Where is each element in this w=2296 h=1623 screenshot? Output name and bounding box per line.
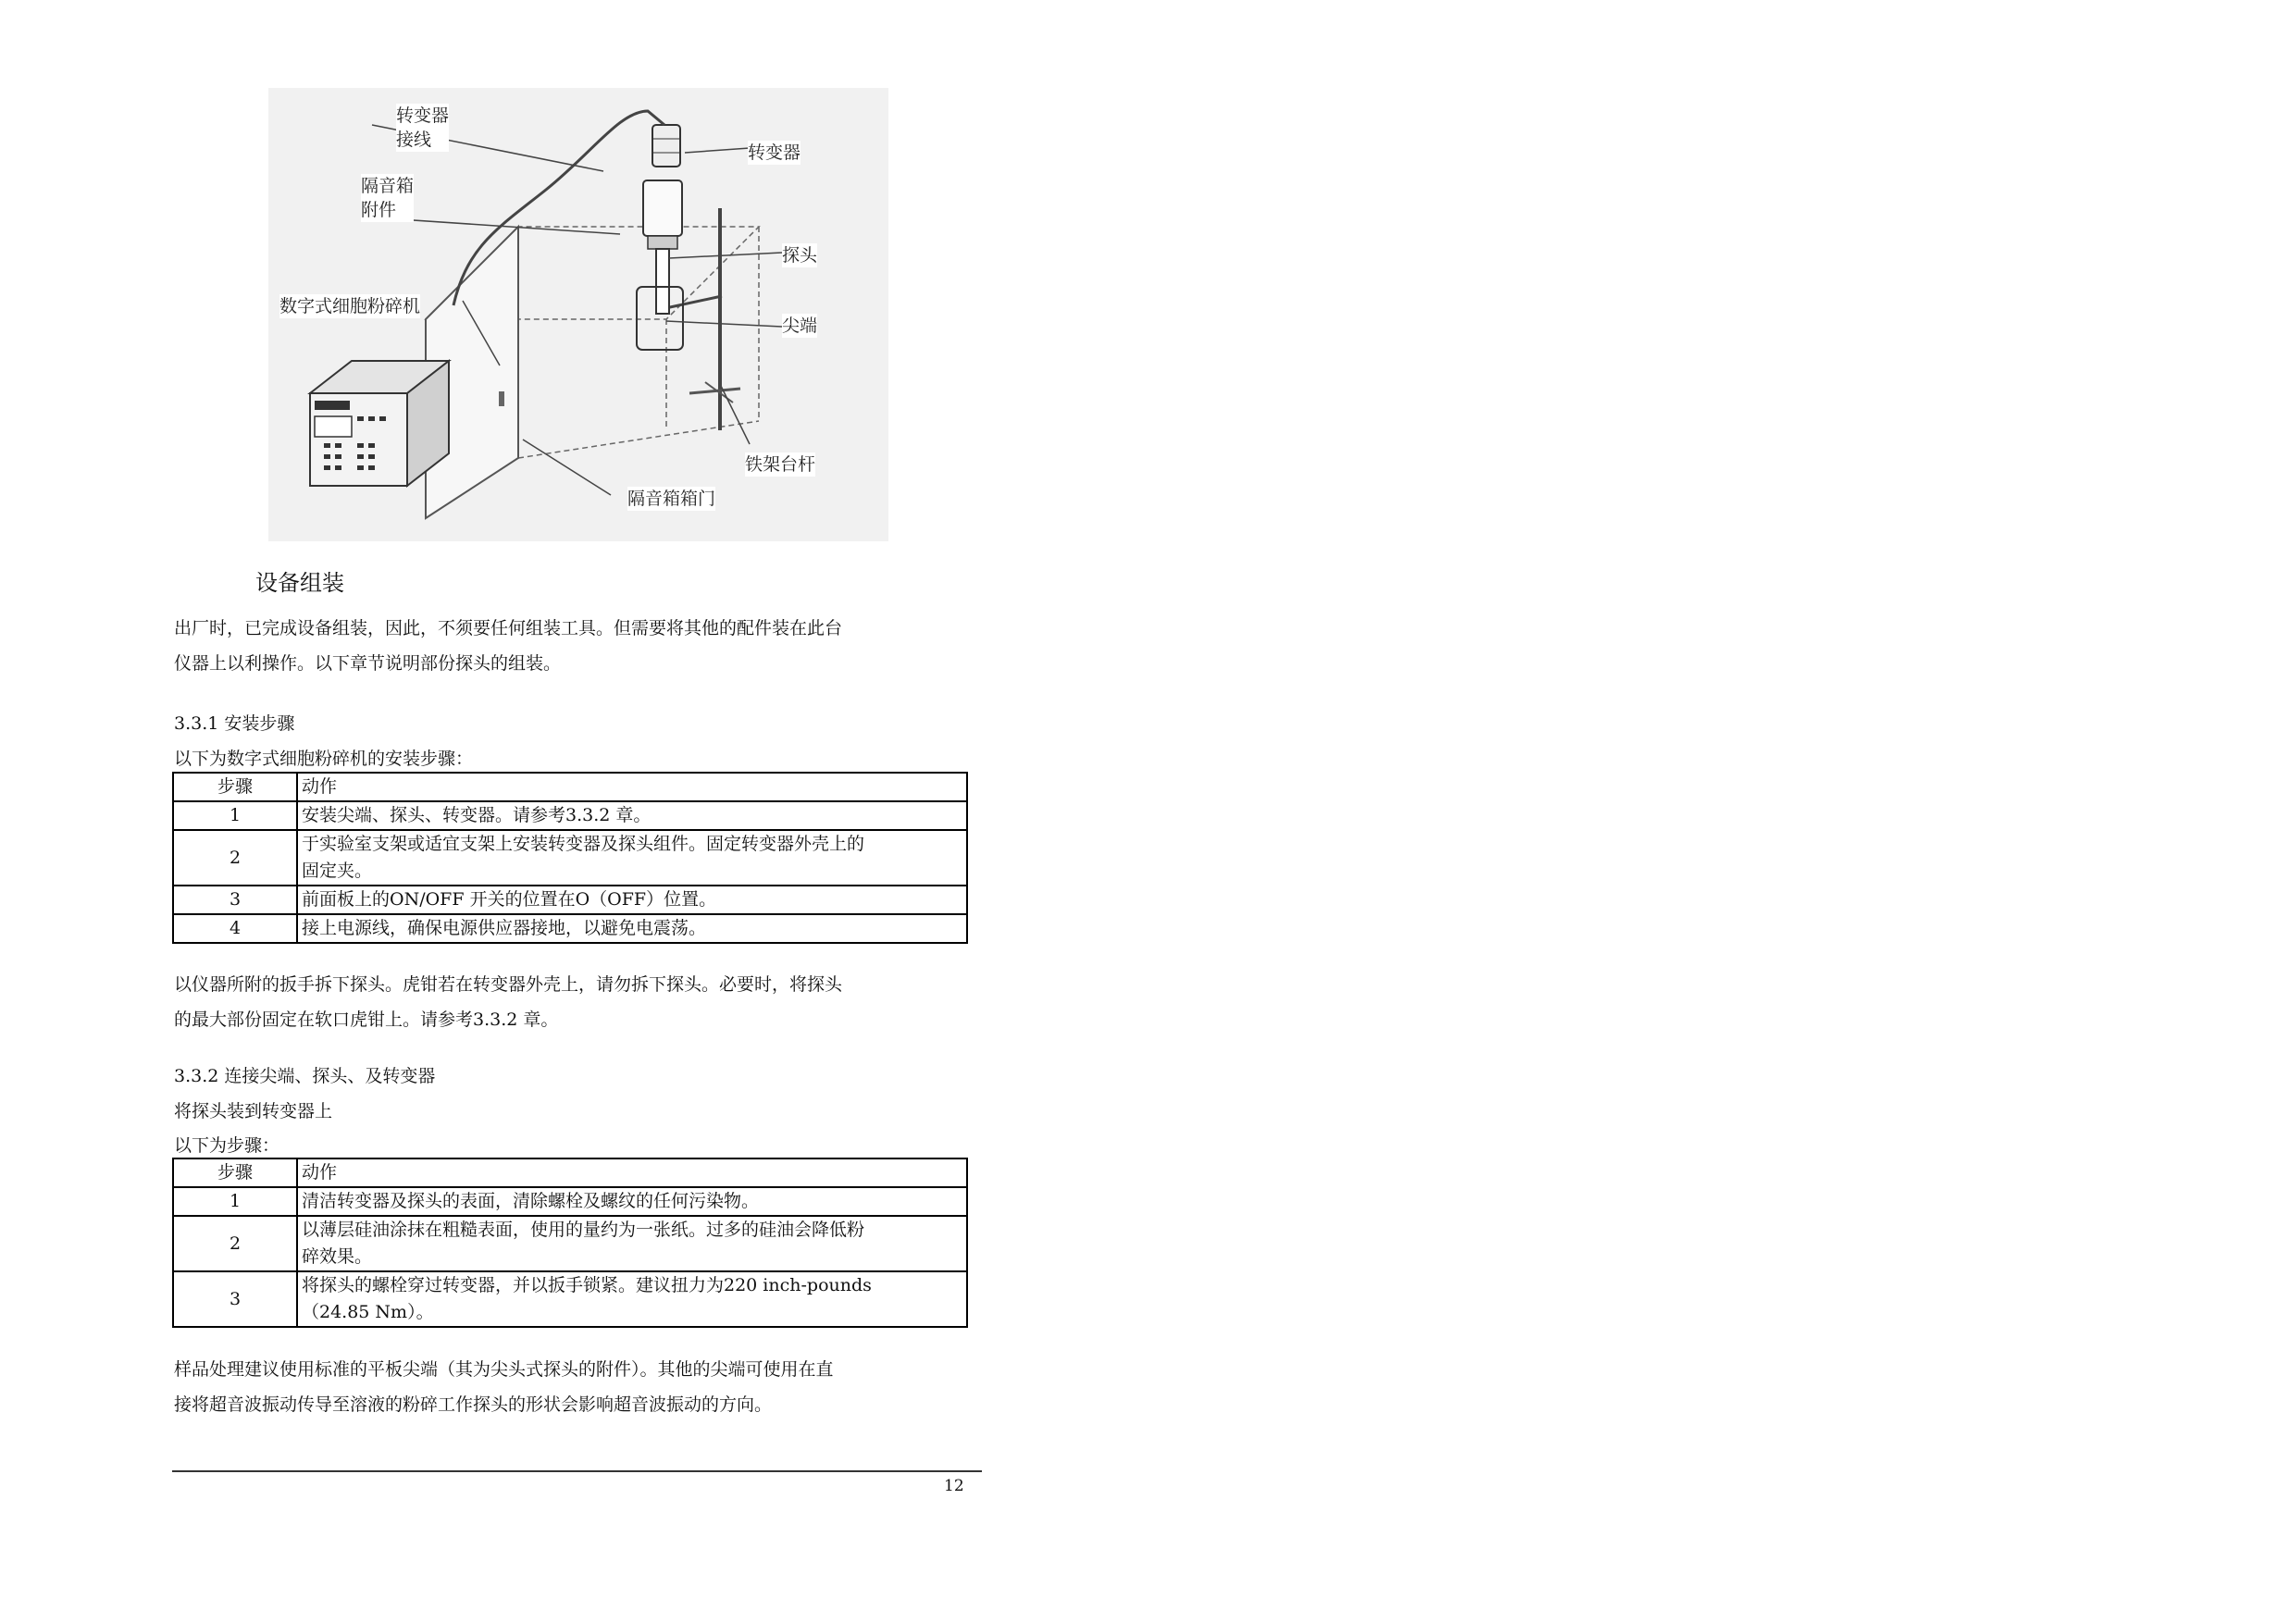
subsection-title-332: 3.3.2 连接尖端、探头、及转变器 [174, 1066, 436, 1086]
label-converter-wire [396, 104, 449, 152]
step-action [297, 886, 967, 914]
step-number: 3 [173, 886, 297, 914]
header-step: 步骤 [173, 1158, 297, 1187]
label-converter: 转变器 [748, 142, 801, 163]
table-row [173, 801, 967, 830]
step-action-line: 清洁转变器及探头的表面，清除螺栓及螺纹的任何污染物。 [302, 1191, 760, 1211]
table-row [173, 914, 967, 943]
step-action-line: （24.85 Nm）。 [302, 1302, 434, 1322]
table-row [173, 886, 967, 914]
footer-divider [172, 1470, 982, 1472]
removal-paragraph [174, 967, 842, 1037]
label-enclosure-accessory-line2: 附件 [361, 200, 397, 220]
table-row [173, 1271, 967, 1327]
table-header-row [173, 773, 967, 801]
step-action [297, 801, 967, 830]
removal-line-2: 的最大部份固定在软口虎钳上。请参考3.3.2 章。 [174, 1010, 559, 1030]
equipment-diagram [268, 88, 888, 541]
step-action [297, 914, 967, 943]
install-steps-table [172, 772, 968, 944]
subsection-lead-331: 以下为数字式细胞粉碎机的安装步骤： [174, 749, 474, 769]
tip-line-2: 接将超音波振动传导至溶液的粉碎工作探头的形状会影响超音波振动的方向。 [174, 1394, 773, 1415]
table-row [173, 1187, 967, 1216]
label-converter-wire-line2: 接线 [396, 130, 432, 150]
intro-line-2: 仪器上以利操作。以下章节说明部份探头的组装。 [174, 653, 562, 674]
header-step: 步骤 [173, 773, 297, 801]
connect-steps-table [172, 1158, 968, 1328]
label-tip: 尖端 [782, 316, 818, 336]
label-enclosure-accessory-line1: 隔音箱 [361, 176, 415, 196]
step-number: 1 [173, 801, 297, 830]
label-enclosure-door: 隔音箱箱门 [627, 489, 716, 509]
step-number: 4 [173, 914, 297, 943]
header-action: 动作 [297, 1158, 967, 1187]
removal-line-1: 以仪器所附的扳手拆下探头。虎钳若在转变器外壳上，请勿拆下探头。必要时，将探头 [174, 974, 843, 995]
table-header-row [173, 1158, 967, 1187]
label-probe: 探头 [782, 245, 818, 266]
intro-line-1: 出厂时，已完成设备组装，因此，不须要任何组装工具。但需要将其他的配件装在此台 [174, 618, 843, 638]
step-number: 2 [173, 1216, 297, 1271]
step-action-line: 将探头的螺栓穿过转变器，并以扳手锁紧。建议扭力为220 inch-pounds [302, 1275, 872, 1295]
step-action-line: 前面板上的ON/OFF 开关的位置在O（OFF）位置。 [302, 889, 717, 910]
step-action-line: 接上电源线，确保电源供应器接地，以避免电震荡。 [302, 918, 707, 938]
header-action: 动作 [297, 773, 967, 801]
label-enclosure-accessory [361, 174, 414, 222]
label-converter-wire-line1: 转变器 [396, 105, 450, 126]
subsection-line-332-1: 将探头装到转变器上 [174, 1101, 333, 1121]
step-action [297, 830, 967, 886]
label-stand-rod: 铁架台杆 [745, 454, 816, 475]
section-title: 设备组装 [255, 570, 344, 596]
step-action [297, 1187, 967, 1216]
subsection-title-331: 3.3.1 安装步骤 [174, 713, 295, 734]
page-number: 12 [944, 1477, 964, 1495]
table-row [173, 1216, 967, 1271]
step-action [297, 1216, 967, 1271]
step-number: 2 [173, 830, 297, 886]
tip-paragraph [174, 1352, 834, 1422]
step-action [297, 1271, 967, 1327]
step-action-line: 以薄层硅油涂抹在粗糙表面，使用的量约为一张纸。过多的硅油会降低粉 [302, 1220, 865, 1240]
subsection-line-332-2: 以下为步骤： [174, 1135, 280, 1156]
intro-paragraph [174, 611, 842, 681]
step-action-line: 安装尖端、探头、转变器。请参考3.3.2 章。 [302, 805, 652, 825]
step-number: 3 [173, 1271, 297, 1327]
label-digital-disruptor: 数字式细胞粉碎机 [279, 296, 421, 316]
step-number: 1 [173, 1187, 297, 1216]
step-action-line: 固定夹。 [302, 861, 373, 881]
step-action-line: 于实验室支架或适宜支架上安装转变器及探头组件。固定转变器外壳上的 [302, 834, 865, 854]
step-action-line: 碎效果。 [302, 1246, 373, 1267]
tip-line-1: 样品处理建议使用标准的平板尖端（其为尖头式探头的附件）。其他的尖端可使用在直 [174, 1359, 834, 1380]
table-row [173, 830, 967, 886]
